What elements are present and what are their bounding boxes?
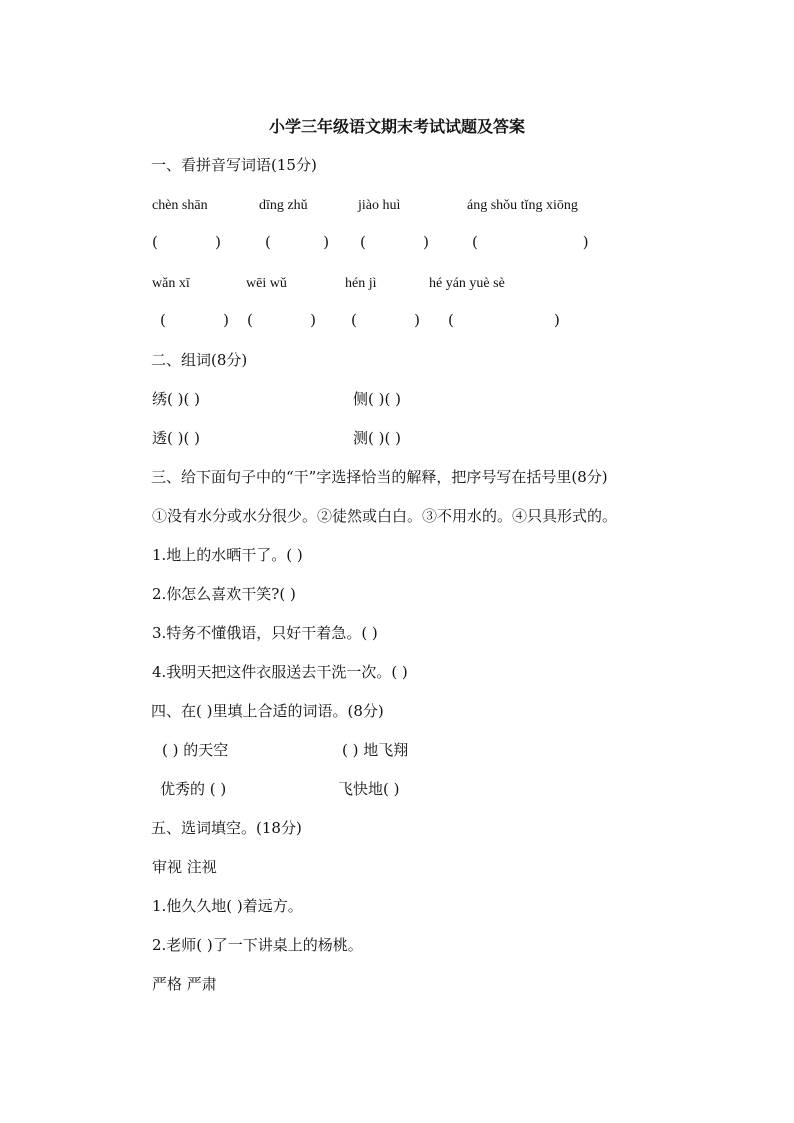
answer-blank-5[interactable]: ( ) [160, 311, 229, 329]
section5-words-1: 审视 注视 [152, 858, 217, 876]
section4-item-2[interactable]: ( ) 地飞翔 [342, 741, 409, 759]
section5-heading: 五、选词填空。(18分) [151, 819, 302, 837]
pinyin-1: chèn shān [152, 198, 208, 213]
answer-blank-4[interactable]: ( ) [472, 233, 589, 251]
section3-item-3[interactable]: 3.特务不懂俄语，只好干着急。( ) [152, 624, 378, 642]
word-group-xiu[interactable]: 绣( )( ) [152, 390, 200, 408]
section1-heading: 一、看拼音写词语(15分) [151, 156, 317, 174]
section3-heading: 三、给下面句子中的“干”字选择恰当的解释，把序号写在括号里(8分) [151, 468, 608, 486]
page-title: 小学三年级语文期末考试试题及答案 [268, 117, 525, 136]
answer-blank-6[interactable]: ( ) [247, 311, 316, 329]
section4-item-3[interactable]: 优秀的 ( ) [160, 780, 227, 798]
section5-words-2: 严格 严肃 [152, 975, 217, 993]
pinyin-6: wēi wǔ [246, 276, 287, 291]
pinyin-8: hé yán yuè sè [429, 276, 505, 291]
word-group-ce[interactable]: 侧( )( ) [353, 390, 401, 408]
section4-item-4[interactable]: 飞快地( ) [338, 780, 400, 798]
answer-blank-8[interactable]: ( ) [448, 311, 560, 329]
answer-blank-7[interactable]: ( ) [351, 311, 420, 329]
pinyin-4: áng shǒu tǐng xiōng [467, 198, 578, 213]
word-group-ce2[interactable]: 测( )( ) [353, 429, 401, 447]
section5-item-2[interactable]: 2.老师( )了一下讲桌上的杨桃。 [152, 936, 363, 954]
section4-heading: 四、在( )里填上合适的词语。(8分) [151, 702, 384, 720]
answer-blank-1[interactable]: ( ) [152, 233, 221, 251]
pinyin-2: dīng zhǔ [259, 198, 308, 213]
answer-blank-3[interactable]: ( ) [360, 233, 429, 251]
pinyin-7: hén jì [345, 276, 377, 291]
section4-item-1[interactable]: ( ) 的天空 [162, 741, 229, 759]
section3-item-4[interactable]: 4.我明天把这件衣服送去干洗一次。( ) [152, 663, 408, 681]
section3-item-1[interactable]: 1.地上的水晒干了。( ) [152, 546, 303, 564]
section2-heading: 二、组词(8分) [151, 351, 248, 369]
answer-blank-2[interactable]: ( ) [265, 233, 330, 251]
pinyin-5: wǎn xī [152, 276, 190, 291]
section3-item-2[interactable]: 2.你怎么喜欢干笑?( ) [152, 585, 296, 603]
section5-item-1[interactable]: 1.他久久地( )着远方。 [152, 897, 303, 915]
pinyin-3: jiào huì [358, 198, 401, 213]
word-group-tou[interactable]: 透( )( ) [152, 429, 200, 447]
section3-options: ①没有水分或水分很少。②徒然或白白。③不用水的。④只具形式的。 [152, 507, 618, 525]
